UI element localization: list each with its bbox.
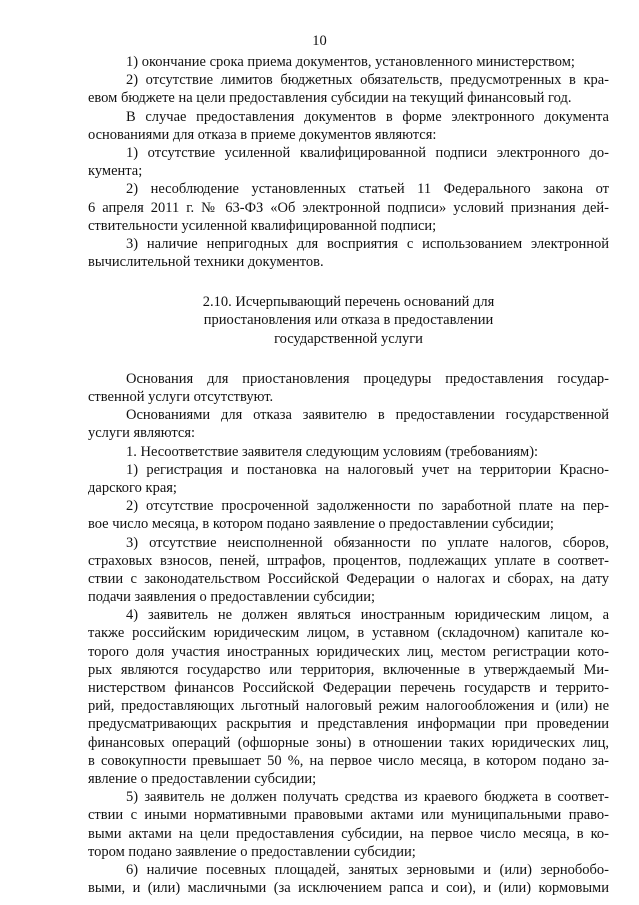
document-body [88, 53, 609, 897]
text-line: ственной услуги отсутствуют. [88, 389, 274, 405]
text-line: тором подано заявление о предоставлении субсидии; [88, 843, 416, 860]
text-line: 1) отсутствие усиленной квалифицированной подписи электронного до- [126, 144, 609, 161]
text-line: вое число месяца, в котором подано заявление о предоставлении субсидии; [88, 516, 554, 533]
text-line: 6 апреля 2011 г. № 63-ФЗ «Об электронной подписи» условий признания дей- [88, 199, 609, 216]
text-line: ствии с иными нормативными правовыми актами или муниципальными право- [88, 807, 609, 824]
text-line: явление о предоставлении субсидии; [88, 770, 317, 787]
text-line: 2) отсутствие лимитов бюджетных обязательств, предусмотренных в кра- [126, 72, 609, 89]
text-line: евом бюджете на цели предоставления субсидии на текущий финансовый год. [88, 90, 572, 107]
text-line: в совокупности превышает 50 %, на первое число месяца, в котором подано за- [88, 752, 609, 769]
text-line: подачи заявления о предоставлении субсидии; [88, 589, 376, 606]
text-line: 1) окончание срока приема документов, установленного министерством; [126, 54, 575, 70]
heading-line: государственной услуги [274, 330, 423, 347]
text-line: 2) несоблюдение установленных статьей 11 Федерального закона от [126, 181, 609, 198]
text-line: 3) отсутствие неисполненной обязанности по уплате налогов, сборов, [126, 534, 609, 551]
heading-line: приостановления или отказа в предоставлении [203, 312, 494, 329]
text-line: рых являются государство или территория, включенные в утверждаемый Ми- [88, 661, 609, 678]
text-line: ствии с законодательством Российской Федерации о налогах и сборах, на дату [88, 570, 609, 587]
text-line: финансовых операций (офшорные зоны) в отношении таких юридических лиц, [88, 734, 609, 751]
text-line: основаниями для отказа в приеме документов являются: [88, 126, 437, 143]
heading-line: 2.10. Исчерпывающий перечень оснований для [202, 294, 495, 311]
requirements-section [88, 53, 609, 271]
text-line: страховых взносов, пеней, штрафов, процентов, подлежащих уплате в соответ- [88, 552, 609, 569]
text-line: кумента; [88, 163, 143, 180]
text-line: Основания для приостановления процедуры предоставления государ- [126, 370, 609, 387]
text-line: рий, предоставляющих льготный налоговый режим налогообложения и (или) не [88, 698, 609, 715]
text-line: 4) заявитель не должен являться иностранным юридическим лицом, а [126, 607, 609, 624]
section-heading [88, 293, 609, 348]
text-line: также российским юридическим лицом, в уставном (складочном) капитале ко- [88, 625, 609, 642]
text-line: нистерством финансов Российской Федерации перечень государств и террито- [88, 680, 609, 696]
text-line: Основаниями для отказа заявителю в предоставлении государственной [126, 407, 609, 424]
refusal-grounds-section [88, 370, 609, 897]
page-number: 10 [312, 33, 327, 49]
text-line: торого доля участия иностранных юридических лиц, местом регистрации кото- [88, 643, 609, 660]
text-line: услуги являются: [88, 425, 196, 442]
text-line: 1. Несоответствие заявителя следующим условиям (требованиям): [126, 443, 539, 460]
text-line: выми, и (или) масличными (за исключением рапса и сои), и (или) кормовыми [88, 880, 609, 897]
text-line: дарского края; [88, 479, 177, 496]
text-line: В случае предоставления документов в форме электронного документа [126, 108, 609, 125]
text-line: ствительности усиленной квалифицированной подписи; [88, 217, 437, 234]
text-line: 1) регистрация и постановка на налоговый учет на территории Красно- [126, 461, 609, 478]
text-line: 6) наличие посевных площадей, занятых зерновыми и (или) зернобобо- [126, 861, 609, 878]
text-line: вычислительной техники документов. [88, 254, 324, 271]
text-line: 2) отсутствие просроченной задолженности по заработной плате на пер- [126, 498, 609, 515]
text-line: 3) наличие непригодных для восприятия с использованием электронной [126, 235, 609, 252]
text-line: 5) заявитель не должен получать средства из краевого бюджета в соответ- [126, 789, 609, 806]
text-line: выми актами на цели предоставления субсидии, на первое число месяца, в ко- [88, 825, 609, 842]
text-line: предусматривающих раскрытия и представления информации при проведении [88, 716, 609, 733]
